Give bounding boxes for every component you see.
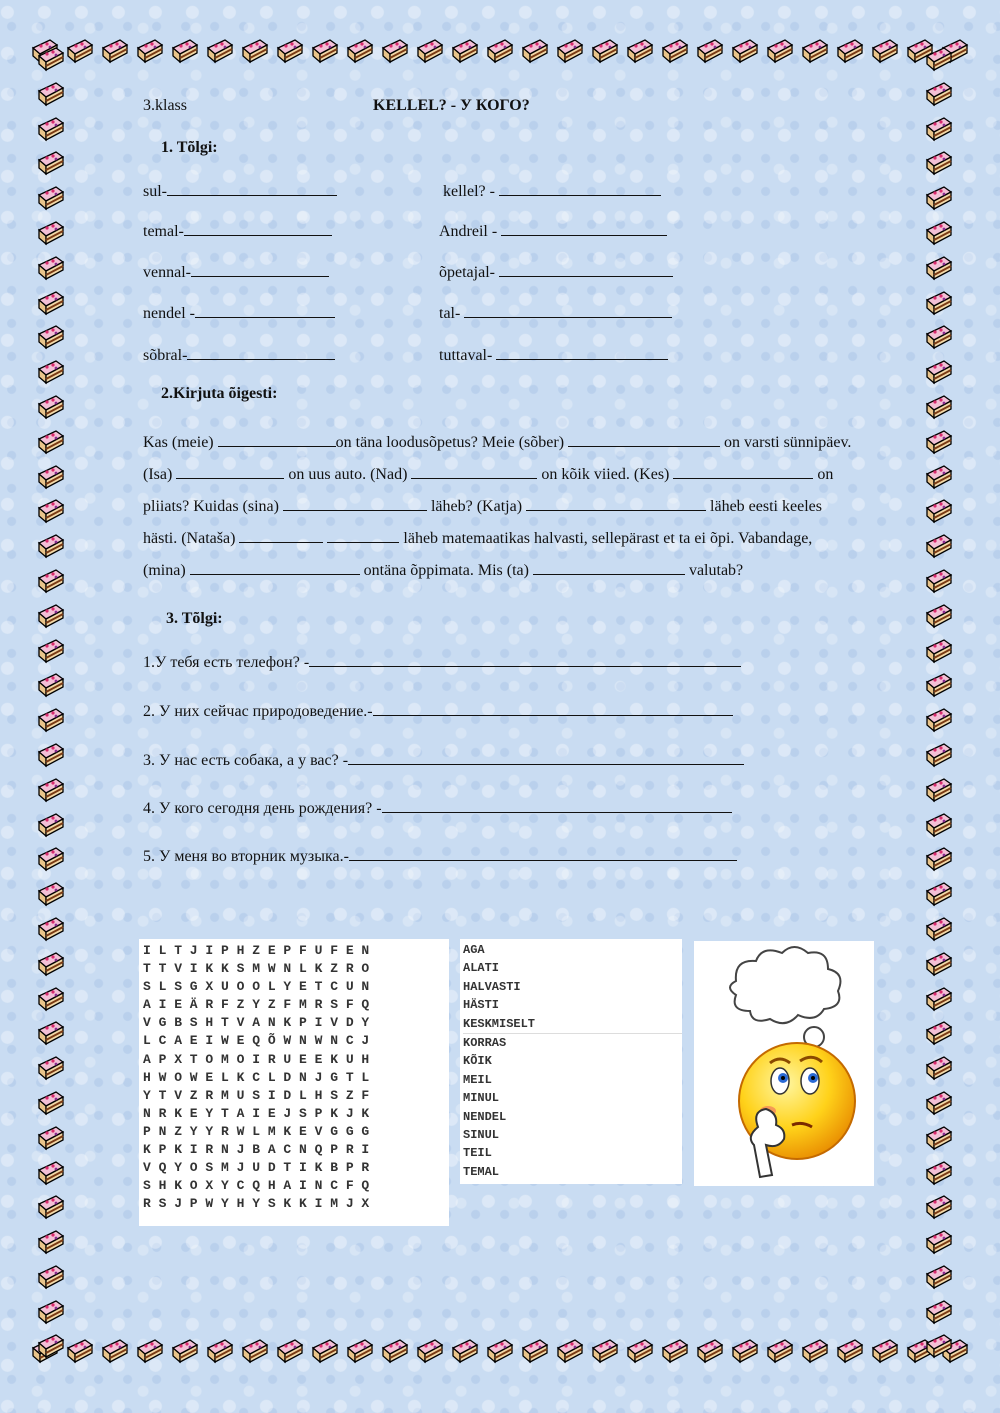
cake-slice-icon [36,1158,66,1188]
cake-slice-icon [924,601,954,631]
answer-blank[interactable] [382,798,732,813]
cake-slice-icon [924,1331,954,1361]
answer-blank[interactable] [218,434,336,447]
cake-slice-icon [520,1336,550,1366]
answer-blank[interactable] [187,345,335,360]
grid-row: L C A E I W E Q Õ W N W N C J [143,1033,370,1049]
word-list-item: HALVASTI [463,979,521,994]
grid-row: Y T V Z R M U S I D L H S Z F [143,1087,370,1103]
word-list-item: AGA [463,943,485,957]
answer-blank[interactable] [195,303,335,318]
section-2-heading: 2.Kirjuta õigesti: [161,385,278,402]
cake-slice-icon [36,879,66,909]
class-label: 3.klass [143,97,187,114]
cake-slice-icon [36,775,66,805]
sentence-text: läheb matemaatikas halvasti, sellepärast et ta ei õpi. Vabandage, [403,530,813,547]
cake-slice-icon [100,36,130,66]
cake-slice-icon [590,36,620,66]
cake-slice-icon [924,810,954,840]
cake-slice-icon [275,1336,305,1366]
cake-slice-icon [924,253,954,283]
cake-slice-icon [660,36,690,66]
translate-row [143,303,335,323]
cake-slice-icon [36,1331,66,1361]
cake-slice-icon [870,36,900,66]
bottom-cake-border [30,1336,970,1380]
correct-form-exercise [143,427,933,587]
cake-slice-icon [170,1336,200,1366]
cake-slice-icon [36,531,66,561]
word-list-item: MEIL [463,1072,492,1087]
cake-slice-icon [36,1018,66,1048]
word-list-item: TEMAL [463,1164,500,1179]
grid-row: K P K I R N J B A C N Q P R I [143,1142,370,1158]
cake-slice-icon [205,1336,235,1366]
cake-slice-icon [924,879,954,909]
exercise-line [143,427,933,459]
grid-row: A I E Ä R F Z Y Z F M R S F Q [143,997,370,1013]
russian-prompt-row [143,701,733,721]
answer-blank[interactable] [373,701,733,716]
cake-slice-icon [36,114,66,144]
cake-slice-icon [924,79,954,109]
sentence-text: ontäna õppimata. Mis (ta) [363,562,529,579]
cake-slice-icon [36,670,66,700]
word-list-item: NENDEL [463,1109,507,1124]
exercise-line [143,555,933,587]
prompt-text: sõbral- [143,347,188,364]
answer-blank[interactable] [167,181,337,196]
prompt-text: õpetajal- [439,264,495,281]
answer-blank[interactable] [568,434,720,447]
sentence-text: on [817,466,834,483]
cake-slice-icon [555,1336,585,1366]
left-cake-border [36,44,80,1362]
cake-slice-icon [450,1336,480,1366]
exercise-line [143,491,933,523]
cake-slice-icon [924,1018,954,1048]
answer-blank[interactable] [501,221,667,236]
translate-row [439,345,668,365]
answer-blank[interactable] [499,262,673,277]
prompt-text: vennal- [143,264,191,281]
word-list-item: KESKMISELT [463,1015,682,1034]
cake-slice-icon [36,740,66,770]
cake-slice-icon [924,183,954,213]
answer-blank[interactable] [499,181,661,196]
cake-slice-icon [924,322,954,352]
cake-slice-icon [380,1336,410,1366]
cake-slice-icon [36,1227,66,1257]
prompt-text: 2. У них сейчас природоведение.- [143,703,373,720]
cake-slice-icon [310,36,340,66]
answer-blank[interactable] [184,221,332,236]
word-list-item: HÄSTI [463,998,500,1013]
cake-slice-icon [800,36,830,66]
cake-slice-icon [36,1297,66,1327]
translate-row [443,181,661,201]
cake-slice-icon [36,601,66,631]
answer-blank[interactable] [190,562,360,575]
answer-blank[interactable] [349,846,737,861]
sentence-text: hästi. (Nataša) [143,530,236,547]
prompt-text: 4. У кого сегодня день рождения? - [143,800,382,817]
top-cake-border [30,36,970,80]
cake-slice-icon [36,462,66,492]
russian-prompt-row [143,798,732,818]
cake-slice-icon [924,1227,954,1257]
cake-slice-icon [660,1336,690,1366]
cake-slice-icon [695,36,725,66]
grid-row: V Q Y O S M J U D T I K B P R [143,1160,370,1176]
cake-slice-icon [36,79,66,109]
sentence-text: on uus auto. (Nad) [288,466,408,483]
cake-slice-icon [625,1336,655,1366]
cake-slice-icon [924,1123,954,1153]
cake-slice-icon [240,36,270,66]
word-list-item: MINUL [463,1091,500,1106]
sentence-text: (Isa) [143,466,173,483]
cake-slice-icon [520,36,550,66]
cake-slice-icon [345,1336,375,1366]
cake-slice-icon [695,1336,725,1366]
word-list-item: ALATI [463,961,500,976]
cake-slice-icon [36,636,66,666]
cake-slice-icon [730,36,760,66]
answer-blank[interactable] [496,345,668,360]
cake-slice-icon [924,1297,954,1327]
cake-slice-icon [765,36,795,66]
cake-slice-icon [36,810,66,840]
page-title: KELLEL? - У КОГО? [373,97,530,114]
cake-slice-icon [835,36,865,66]
cake-slice-icon [625,36,655,66]
answer-blank[interactable] [411,466,537,479]
thinking-smiley-icon [694,941,874,1186]
prompt-text: tal- [439,305,461,322]
grid-row: N R K E Y T A I E J S P K J K [143,1105,370,1121]
cake-slice-icon [835,1336,865,1366]
prompt-text: kellel? - [443,183,495,200]
cake-slice-icon [924,844,954,874]
sentence-text: läheb eesti keeles [710,498,822,515]
prompt-text: nendel - [143,305,195,322]
cake-slice-icon [870,1336,900,1366]
grid-row: A P X T O M O I R U E E K U H [143,1051,370,1067]
cake-slice-icon [924,148,954,178]
cake-slice-icon [380,36,410,66]
answer-blank[interactable] [673,466,813,479]
answer-blank[interactable] [526,498,706,511]
sentence-text: valutab? [688,562,744,579]
cake-slice-icon [924,114,954,144]
sentence-text: pliiats? Kuidas (sina) [143,498,279,515]
cake-slice-icon [36,1053,66,1083]
sentence-text: läheb? (Katja) [430,498,523,515]
cake-slice-icon [275,36,305,66]
translate-row [439,303,672,323]
translate-row [143,221,332,241]
grid-row: R S J P W Y H Y S K K I M J X [143,1196,370,1212]
translate-row [143,345,335,365]
cake-slice-icon [800,1336,830,1366]
prompt-text: tuttaval- [439,347,493,364]
cake-slice-icon [924,636,954,666]
cake-slice-icon [924,1158,954,1188]
cake-slice-icon [36,914,66,944]
cake-slice-icon [36,949,66,979]
cake-slice-icon [36,1192,66,1222]
cake-slice-icon [240,1336,270,1366]
answer-blank[interactable] [348,750,744,765]
right-cake-border [924,44,968,1362]
cake-slice-icon [36,984,66,1014]
cake-slice-icon [924,288,954,318]
cake-slice-icon [924,740,954,770]
cake-slice-icon [555,36,585,66]
cake-slice-icon [924,984,954,1014]
prompt-text: 3. У нас есть собака, а у вас? - [143,752,349,769]
cake-slice-icon [924,775,954,805]
cake-slice-icon [485,36,515,66]
word-list-item: KORRAS [463,1035,507,1050]
russian-prompt-row [143,652,741,672]
grid-row: S L S G X U O O L Y E T C U N [143,979,370,995]
sentence-text: on varsti sünnipäev. [724,434,852,451]
cake-slice-icon [36,183,66,213]
answer-blank[interactable] [191,262,329,277]
cake-slice-icon [345,36,375,66]
cake-slice-icon [36,1088,66,1118]
translate-row [439,221,667,241]
word-list-item: TEIL [463,1146,492,1161]
cake-slice-icon [36,392,66,422]
cake-slice-icon [36,218,66,248]
cake-slice-icon [924,949,954,979]
cake-slice-icon [100,1336,130,1366]
cake-slice-icon [36,322,66,352]
word-list-item: KÕIK [463,1054,492,1069]
cake-slice-icon [36,44,66,74]
cake-slice-icon [36,566,66,596]
grid-row: T T V I K K S M W N L K Z R O [143,961,370,977]
russian-prompt-row [143,750,744,770]
sentence-text: (mina) [143,562,186,579]
grid-row: V G B S H T V A N K P I V D Y [143,1015,370,1031]
translate-row [439,262,673,282]
exercise-line [143,459,933,491]
grid-row: H W O W E L K C L D N J G T L [143,1069,370,1085]
answer-blank[interactable] [239,530,323,543]
russian-prompt-row [143,846,737,866]
thinking-smiley-picture [694,941,874,1186]
cake-slice-icon [924,914,954,944]
translate-row [143,262,329,282]
grid-row: S H K O X Y C Q H A I N C F Q [143,1178,370,1194]
section-1-heading: 1. Tõlgi: [161,139,218,156]
prompt-text: sul- [143,183,167,200]
word-search-grid [139,939,449,1226]
prompt-text: temal- [143,223,184,240]
cake-slice-icon [924,1192,954,1222]
cake-slice-icon [924,392,954,422]
cake-slice-icon [924,44,954,74]
cake-slice-icon [135,1336,165,1366]
cake-slice-icon [135,36,165,66]
cake-slice-icon [924,1053,954,1083]
cake-slice-icon [924,1088,954,1118]
sentence-text: on täna loodusõpetus? Meie (sõber) [335,434,565,451]
cake-slice-icon [36,148,66,178]
prompt-text: Andreil - [439,223,498,240]
cake-slice-icon [36,427,66,457]
cake-slice-icon [924,705,954,735]
word-list-item: SINUL [463,1127,500,1142]
cake-slice-icon [450,36,480,66]
grid-row: P N Z Y Y R W L M K E V G G G [143,1123,370,1139]
translate-row [143,181,337,201]
cake-slice-icon [36,1262,66,1292]
cake-slice-icon [924,218,954,248]
cake-slice-icon [36,253,66,283]
cake-slice-icon [310,1336,340,1366]
prompt-text: 5. У меня во вторник музыка.- [143,848,349,865]
cake-slice-icon [415,36,445,66]
cake-slice-icon [36,844,66,874]
cake-slice-icon [485,1336,515,1366]
answer-blank[interactable] [283,498,427,511]
cake-slice-icon [170,36,200,66]
exercise-line [143,523,933,555]
cake-slice-icon [924,357,954,387]
answer-blank[interactable] [309,652,741,667]
answer-blank[interactable] [533,562,685,575]
sentence-text: on kõik viied. (Kes) [541,466,670,483]
cake-slice-icon [590,1336,620,1366]
section-3-heading: 3. Tõlgi: [166,610,223,627]
answer-blank[interactable] [464,303,672,318]
sentence-text: Kas (meie) [143,434,214,451]
cake-slice-icon [415,1336,445,1366]
cake-slice-icon [36,705,66,735]
cake-slice-icon [205,36,235,66]
cake-slice-icon [36,357,66,387]
answer-blank[interactable] [327,530,399,543]
cake-slice-icon [765,1336,795,1366]
cake-slice-icon [36,1123,66,1153]
cake-slice-icon [924,670,954,700]
cake-slice-icon [36,496,66,526]
prompt-text: 1.У тебя есть телефон? - [143,654,310,671]
grid-row: I L T J I P H Z E P F U F E N [143,943,370,958]
word-list [460,939,682,1184]
answer-blank[interactable] [176,466,284,479]
cake-slice-icon [924,1262,954,1292]
cake-slice-icon [36,288,66,318]
cake-slice-icon [730,1336,760,1366]
